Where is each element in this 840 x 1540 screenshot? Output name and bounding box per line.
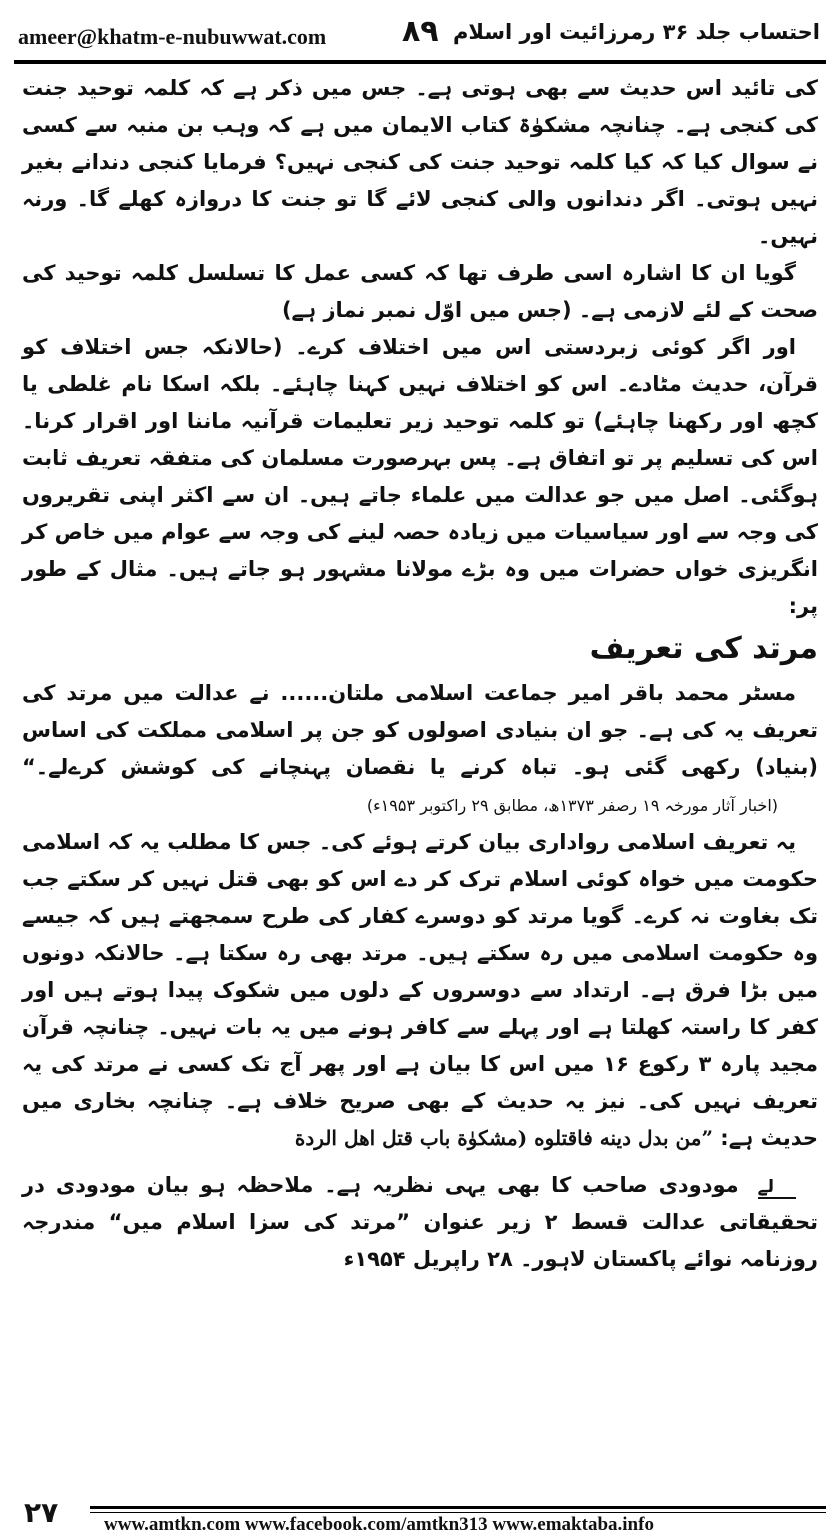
paragraph-after-text: یہ تعریف اسلامی رواداری بیان کرتے ہوئے کی۔ جس کا مطلب یہ کہ اسلامی حکومت میں خواہ کوئی اسلام ترک کر دے اس کو بھی قتل نہیں کر سکتے جب تک بغاوت نہ کرے۔ گویا مرتد کو دوسرے کفار کی طرح سمجھتے ہیں کہ جیسے وہ حکومت اسلامی میں رہ سکتے ہیں۔ مرتد بھی رہ سکتا ہے۔ حالانکہ دونوں میں بڑا فرق ہے۔ ارتداد سے دوسروں کے دلوں میں شکوک پیدا ہوتے ہیں اور کفر کا راستہ کھلتا ہے اور پہلے سے کافر ہونے میں یہ بات نہیں۔ چنانچہ قرآن مجید پارہ ۳ رکوع ۱۶ میں اس کا بیان ہے اور پھر آج تک کسی نے مرتد کی یہ تعریف نہیں کی۔ نیز یہ حدیث کے بھی صریح خلاف ہے۔ چنانچہ بخاری میں حدیث ہے: [22, 830, 818, 1150]
footnote [22, 1167, 818, 1278]
header-rule [14, 60, 826, 64]
quote-paragraph [22, 675, 818, 824]
paragraph-after [22, 824, 818, 1157]
paragraph-3: اور اگر کوئی زبردستی اس میں اختلاف کرے۔ (حالانکہ جس اختلاف کو قرآن، حدیث مٹادے۔ اس کو اختلاف نہیں کہنا چاہئے۔ بلکہ اسکا نام غلطی یا کچھ اور رکھنا چاہئے) تو کلمہ توحید زیر تعلیمات قرآنیہ ماننا اور اقرار کرنا۔ اس کی تسلیم پر تو اتفاق ہے۔ پس بہرصورت مسلمان کی متفقہ تعریف ثابت ہوگئی۔ اصل میں جو عدالت میں علماء جاتے ہیں۔ ان سے اکثر اپنی تقریروں کی وجہ سے اور سیاسیات میں زیادہ حصہ لینے کی وجہ سے عوام میں خاص کر انگریزی خواں حضرات میں وہ بڑے مولانا مشہور ہو جاتے ہیں۔ مثال کے طور پر: [22, 335, 818, 618]
footer-website-links: www.amtkn.com www.facebook.com/amtkn313 www.emaktaba.info [104, 1514, 654, 1535]
page-footer [14, 1496, 826, 1536]
hadith-arabic: ”من بدل دینه فاقتلوه (مشکوٰة باب قتل اهل الردة [294, 1126, 713, 1150]
header-book-title: احتساب جلد ۳۶ رمرزائیت اور اسلام [453, 20, 820, 44]
header-email: ameer@khatm-e-nubuwwat.com [18, 24, 327, 49]
footnote-text: مودودی صاحب کا بھی یہی نظریہ ہے۔ ملاحظہ ہو بیان مودودی در تحقیقاتی عدالت قسط ۲ زیر عنوان ”مرتد کی سزا اسلام میں“ مندرجہ روزنامہ نوائے پاکستان لاہور۔ ۲۸ راپریل ۱۹۵۴ء [22, 1173, 818, 1271]
paragraph-1: کی تائید اس حدیث سے بھی ہوتی ہے۔ جس میں ذکر ہے کہ کلمہ توحید جنت کی کنجی ہے۔ چنانچہ مشکوٰۃ کتاب الایمان میں ہے کہ وہب بن منبہ سے کسی نے سوال کیا کہ کیا کلمہ توحید جنت کی کنجی نہیں؟ فرمایا کنجی دندانے بغیر نہیں ہوتی۔ اگر دندانوں والی کنجی لائے گا تو جنت کا دروازہ کھلے گا۔ ورنہ نہیں۔ [22, 76, 818, 248]
quote-text: مسٹر محمد باقر امیر جماعت اسلامی ملتان...... نے عدالت میں مرتد کی تعریف یہ کی ہے۔ جو ان بنیادی اصولوں کو جن پر اسلامی مملکت کی اساس (بنیاد) رکھی گئی ہو۔ تباہ کرنے یا نقصان پہنچانے کی کوشش کرےلے۔“ [22, 681, 818, 779]
footnote-paragraph [22, 1167, 818, 1278]
footer-page-number: ۲۷ [24, 1496, 59, 1529]
paragraph-2: گویا ان کا اشارہ اسی طرف تھا کہ کسی عمل کا تسلسل کلمہ توحید کی صحت کے لئے لازمی ہے۔ (جس میں اوّل نمبر نماز ہے) [22, 261, 818, 322]
section-heading: مرتد کی تعریف [589, 631, 818, 666]
header-page-number: ۸۹ [402, 14, 439, 49]
footer-rule-thick [90, 1506, 826, 1509]
footnote-marker: لے [758, 1177, 796, 1199]
page-header [14, 14, 826, 58]
citation: (اخبار آثار مورخہ ۱۹ رصفر ۱۳۷۳ھ، مطابق ۲۹ راکتوبر ۱۹۵۳ء) [366, 796, 778, 815]
footer-rule-thin [90, 1512, 826, 1513]
page-body [22, 70, 818, 1278]
